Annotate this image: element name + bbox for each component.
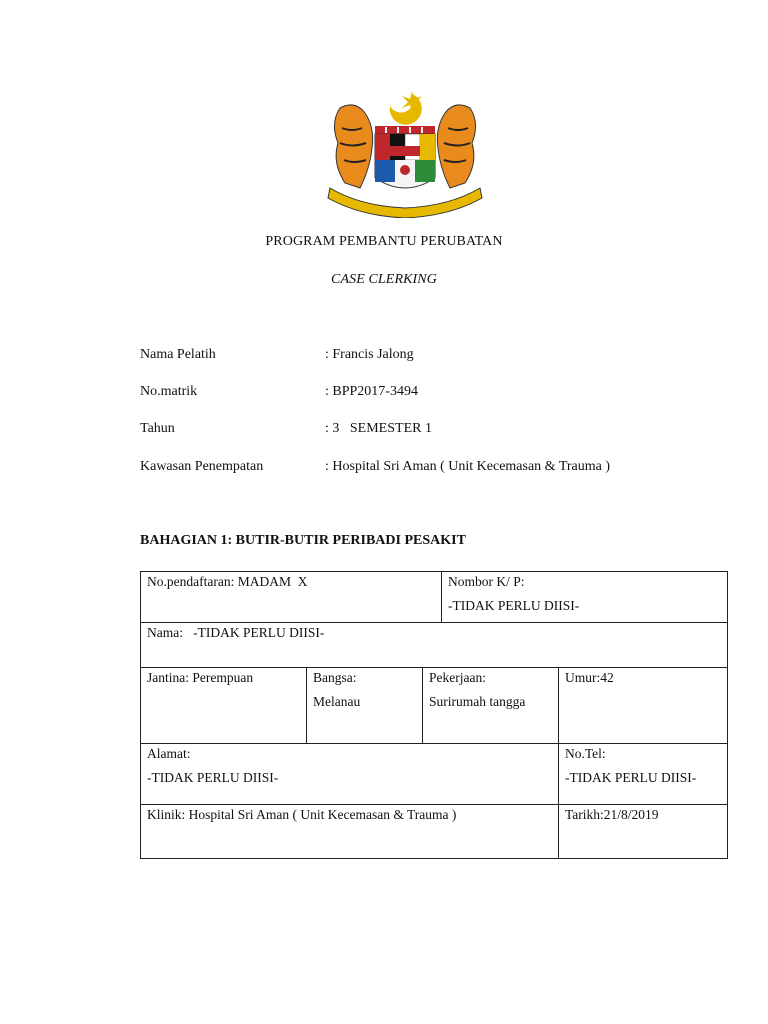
info-value: : Francis Jalong	[325, 347, 414, 362]
info-label: Tahun	[140, 421, 175, 436]
cell-nama	[140, 622, 728, 668]
program-title: PROGRAM PEMBANTU PERUBATAN	[265, 234, 503, 249]
no-pendaftaran-text: No.pendaftaran: MADAM X	[147, 574, 308, 589]
section-title: BAHAGIAN 1: BUTIR-BUTIR PERIBADI PESAKIT	[140, 533, 466, 548]
cell-tarikh	[558, 804, 728, 859]
pekerjaan-value: Surirumah tangga	[429, 694, 526, 709]
tarikh-text: Tarikh:21/8/2019	[565, 807, 659, 822]
info-value: : BPP2017-3494	[325, 384, 418, 399]
umur-text: Umur:42	[565, 670, 614, 685]
cell-pekerjaan	[422, 667, 559, 744]
nama-text: Nama: -TIDAK PERLU DIISI-	[147, 625, 325, 640]
pekerjaan-label: Pekerjaan:	[429, 670, 486, 685]
nombor-kp-label: Nombor K/ P:	[448, 574, 525, 589]
document-subtitle: CASE CLERKING	[331, 272, 437, 287]
info-label: Nama Pelatih	[140, 347, 216, 362]
alamat-label: Alamat:	[147, 746, 191, 761]
alamat-value: -TIDAK PERLU DIISI-	[147, 770, 279, 785]
info-label: No.matrik	[140, 384, 198, 399]
cell-alamat	[140, 743, 559, 805]
cell-klinik	[140, 804, 559, 859]
patient-details-table	[140, 571, 728, 859]
bangsa-value: Melanau	[313, 694, 361, 709]
info-label: Kawasan Penempatan	[140, 459, 264, 474]
bangsa-label: Bangsa:	[313, 670, 357, 685]
cell-nombor-kp	[441, 571, 728, 623]
jantina-text: Jantina: Perempuan	[147, 670, 254, 685]
cell-no-pendaftaran	[140, 571, 442, 623]
nombor-kp-value: -TIDAK PERLU DIISI-	[448, 598, 580, 613]
no-tel-value: -TIDAK PERLU DIISI-	[565, 770, 697, 785]
info-value: : Hospital Sri Aman ( Unit Kecemasan & Trauma )	[325, 459, 611, 474]
info-value: : 3 SEMESTER 1	[325, 421, 432, 436]
cell-bangsa	[306, 667, 423, 744]
no-tel-label: No.Tel:	[565, 746, 606, 761]
klinik-text: Klinik: Hospital Sri Aman ( Unit Kecemasan & Trauma )	[147, 807, 457, 822]
cell-no-tel	[558, 743, 728, 805]
cell-umur	[558, 667, 728, 744]
malaysia-coat-of-arms-icon	[320, 88, 490, 218]
cell-jantina	[140, 667, 307, 744]
